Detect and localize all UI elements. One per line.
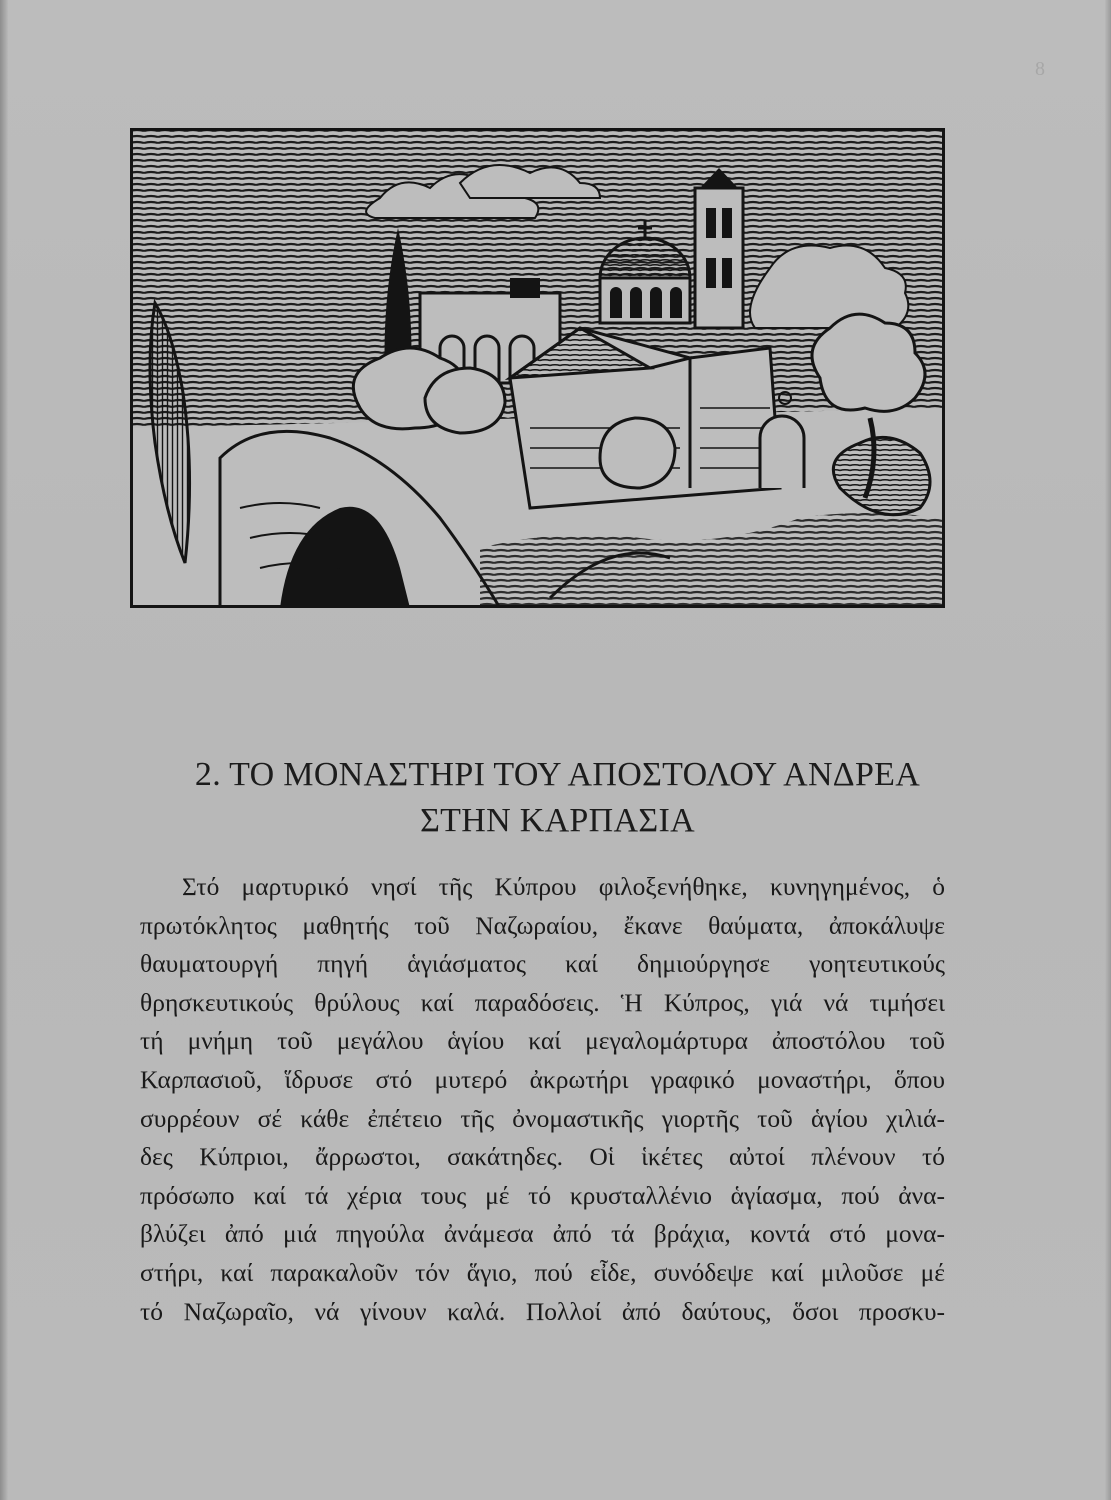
page-edge-right <box>1105 0 1111 1500</box>
text-line: δες Κύπριοι, ἄρρωστοι, σακάτηδες. Οἱ ἱκέτες αὐτοί πλένουν τό <box>140 1142 945 1172</box>
text-line: Στό μαρτυρικό νησί τῆς Κύπρου φιλοξενήθηκε, κυνηγημένος, ὁ <box>182 872 945 901</box>
text-line: Καρπασιοῦ, ἵδρυσε στό μυτερό ἀκρωτήρι γραφικό μοναστήρι, ὅπου <box>140 1064 945 1094</box>
chapter-title-line-2: ΣΤΗΝ ΚΑΡΠΑΣΙΑ <box>420 802 695 839</box>
chapter-title-line-1: 2. ΤΟ ΜΟΝΑΣΤΗΡΙ ΤΟΥ ΑΠΟΣΤΟΛΟΥ ΑΝΔΡΕΑ <box>194 756 921 793</box>
text-line: θρησκευτικούς θρύλους καί παραδόσεις. Ἡ Κύπρος, γιά νά τιμήσει <box>140 987 945 1017</box>
text-line: συρρέουν σέ κάθε ἐπέτειο τῆς ὀνομαστικῆς γιορτῆς τοῦ ἁγίου χιλιά- <box>140 1103 945 1133</box>
text-line: πρωτόκλητος μαθητής τοῦ Ναζωραίου, ἔκανε θαύματα, ἀποκάλυψε <box>140 910 945 940</box>
text-line: βλύζει ἀπό μιά πηγούλα ἀνάμεσα ἀπό τά βράχια, κοντά στό μονα- <box>140 1219 945 1249</box>
body-paragraph <box>140 868 945 1331</box>
page-number: 8 <box>1035 58 1045 80</box>
chapter-title <box>120 752 995 844</box>
page-edge-left <box>0 0 8 1500</box>
text-line: τή μνήμη τοῦ μεγάλου ἁγίου καί μεγαλομάρτυρα ἀποστόλου τοῦ <box>140 1026 945 1056</box>
text-line: πρόσωπο καί τά χέρια τους μέ τό κρυσταλλένιο ἁγίασμα, πού ἀνα- <box>140 1180 945 1210</box>
monastery-woodcut-illustration <box>130 128 945 608</box>
text-line: τό Ναζωραῖο, νά γίνουν καλά. Πολλοί ἀπό δαύτους, ὅσοι προσκυ- <box>140 1296 945 1326</box>
text-line: στήρι, καί παρακαλοῦν τόν ἅγιο, πού εἶδε, συνόδεψε καί μιλοῦσε μέ <box>140 1257 945 1287</box>
text-line: θαυματουργή πηγή ἁγιάσματος καί δημιούργησε γοητευτικούς <box>140 949 945 979</box>
